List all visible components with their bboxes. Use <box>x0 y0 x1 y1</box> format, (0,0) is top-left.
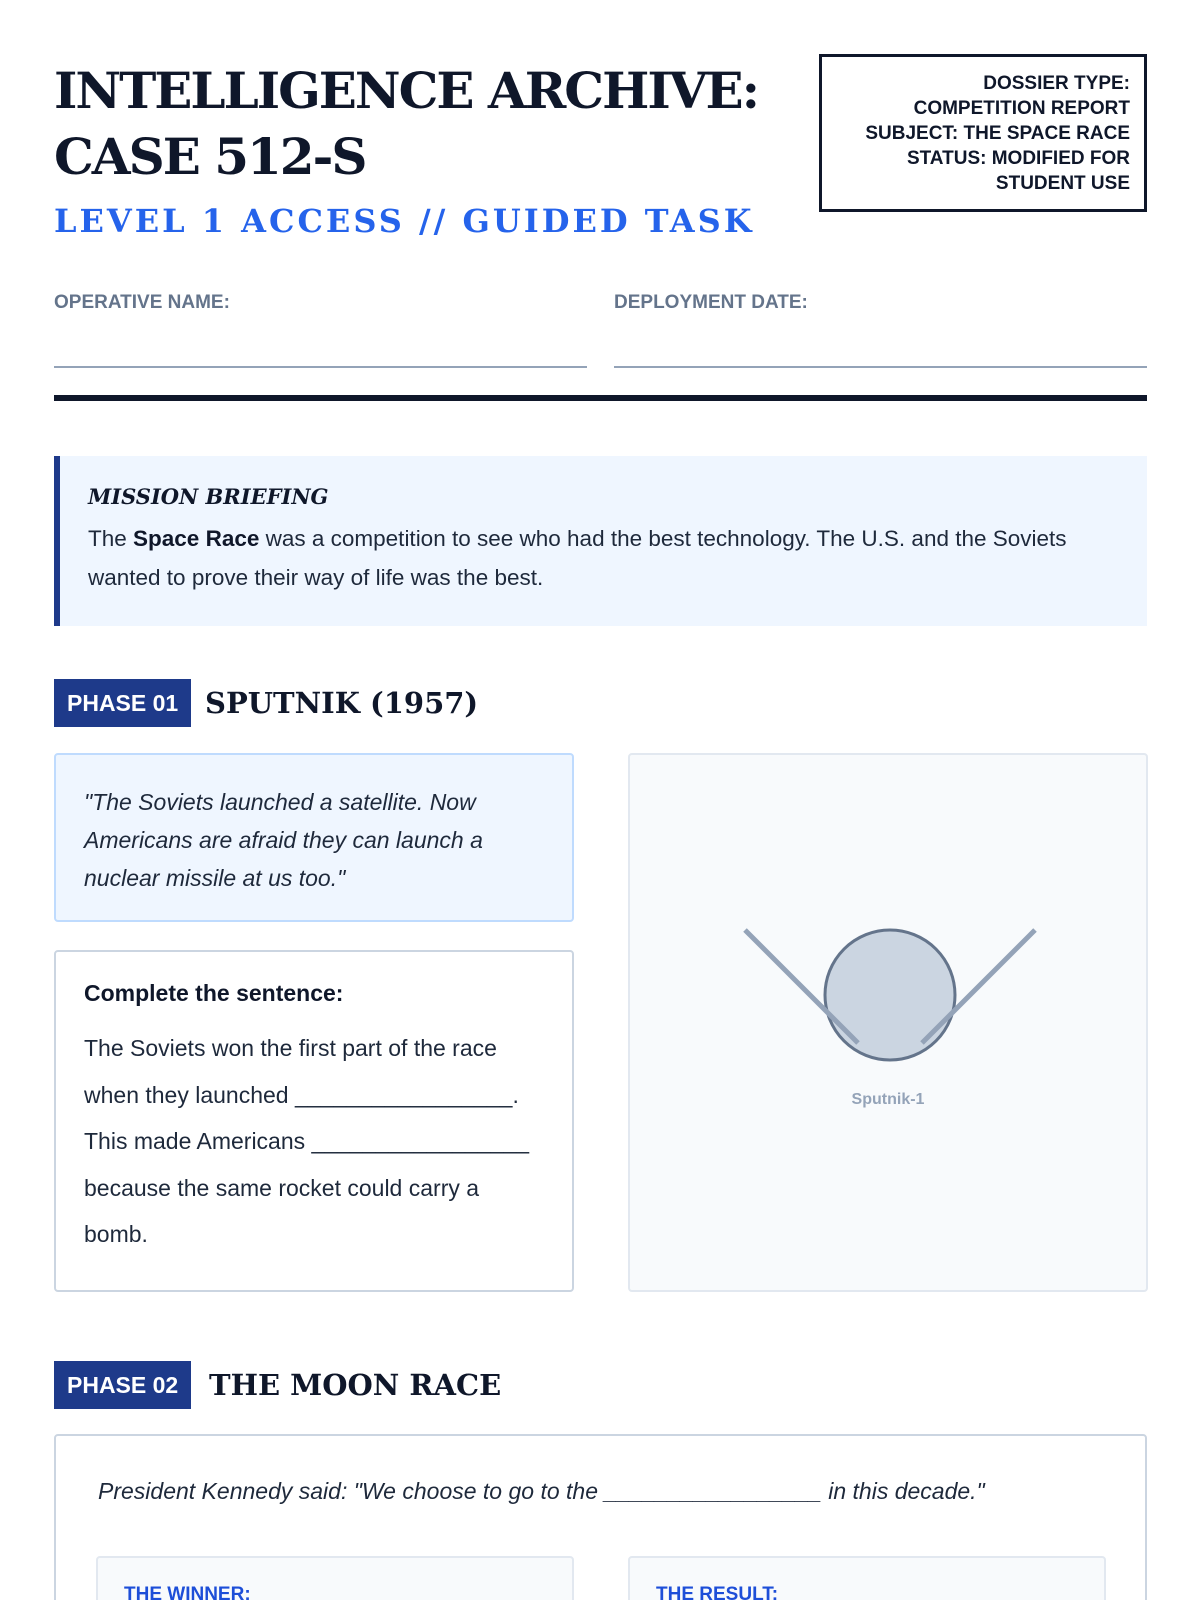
moon-race-task <box>54 1434 1147 1600</box>
page-subtitle: LEVEL 1 ACCESS // GUIDED TASK <box>54 202 755 240</box>
phase-01-badge: PHASE 01 <box>54 679 191 727</box>
page-title <box>54 58 814 190</box>
result-label: THE RESULT: <box>656 1584 779 1600</box>
winner-box[interactable] <box>96 1556 574 1600</box>
dossier-line: COMPETITION REPORT <box>913 98 1130 119</box>
deployment-date-field[interactable] <box>614 366 1147 368</box>
briefing-text <box>88 519 1119 597</box>
dossier-line: STUDENT USE <box>995 173 1130 194</box>
briefing-heading: MISSION BRIEFING <box>88 484 329 509</box>
sputnik-illustration <box>628 753 1148 1292</box>
mission-briefing <box>54 456 1147 626</box>
dossier-box <box>819 54 1147 212</box>
result-box[interactable] <box>628 1556 1106 1600</box>
phase-02-title: THE MOON RACE <box>209 1368 502 1402</box>
title-line-2: CASE 512-S <box>54 127 366 186</box>
operative-name-field[interactable] <box>54 366 587 368</box>
operative-name-label: OPERATIVE NAME: <box>54 292 230 313</box>
phase-02-badge: PHASE 02 <box>54 1361 191 1409</box>
sputnik-quote: "The Soviets launched a satellite. Now Americans are afraid they can launch a nuclear missile at us too." <box>54 753 574 922</box>
sputnik-icon <box>630 755 1150 1294</box>
header-divider <box>54 395 1147 401</box>
deployment-date-label: DEPLOYMENT DATE: <box>614 292 808 313</box>
task-text[interactable]: The Soviets won the first part of the race when they launched _________________. This made Americans _________________ because the same rocket could carry a bomb. <box>84 1035 529 1247</box>
winner-label: THE WINNER: <box>124 1584 251 1600</box>
dossier-line: SUBJECT: THE SPACE RACE <box>865 123 1130 144</box>
sentence-task <box>54 950 574 1292</box>
kennedy-quote[interactable]: President Kennedy said: "We choose to go to the _________________ in this decade." <box>98 1478 985 1504</box>
title-line-1: INTELLIGENCE ARCHIVE: <box>54 61 759 120</box>
briefing-text-post: was a competition to see who had the best technology. The U.S. and the Soviets wanted to prove their way of life was the best. <box>88 526 1067 590</box>
briefing-text-pre: The <box>88 526 134 551</box>
briefing-keyword: Space Race <box>133 526 260 551</box>
dossier-line: STATUS: MODIFIED FOR <box>906 148 1130 169</box>
dossier-line: DOSSIER TYPE: <box>983 73 1130 94</box>
task-heading: Complete the sentence: <box>84 980 344 1006</box>
phase-01-title: SPUTNIK (1957) <box>205 686 479 720</box>
image-caption: Sputnik-1 <box>851 1091 925 1108</box>
worksheet-header <box>54 58 814 240</box>
